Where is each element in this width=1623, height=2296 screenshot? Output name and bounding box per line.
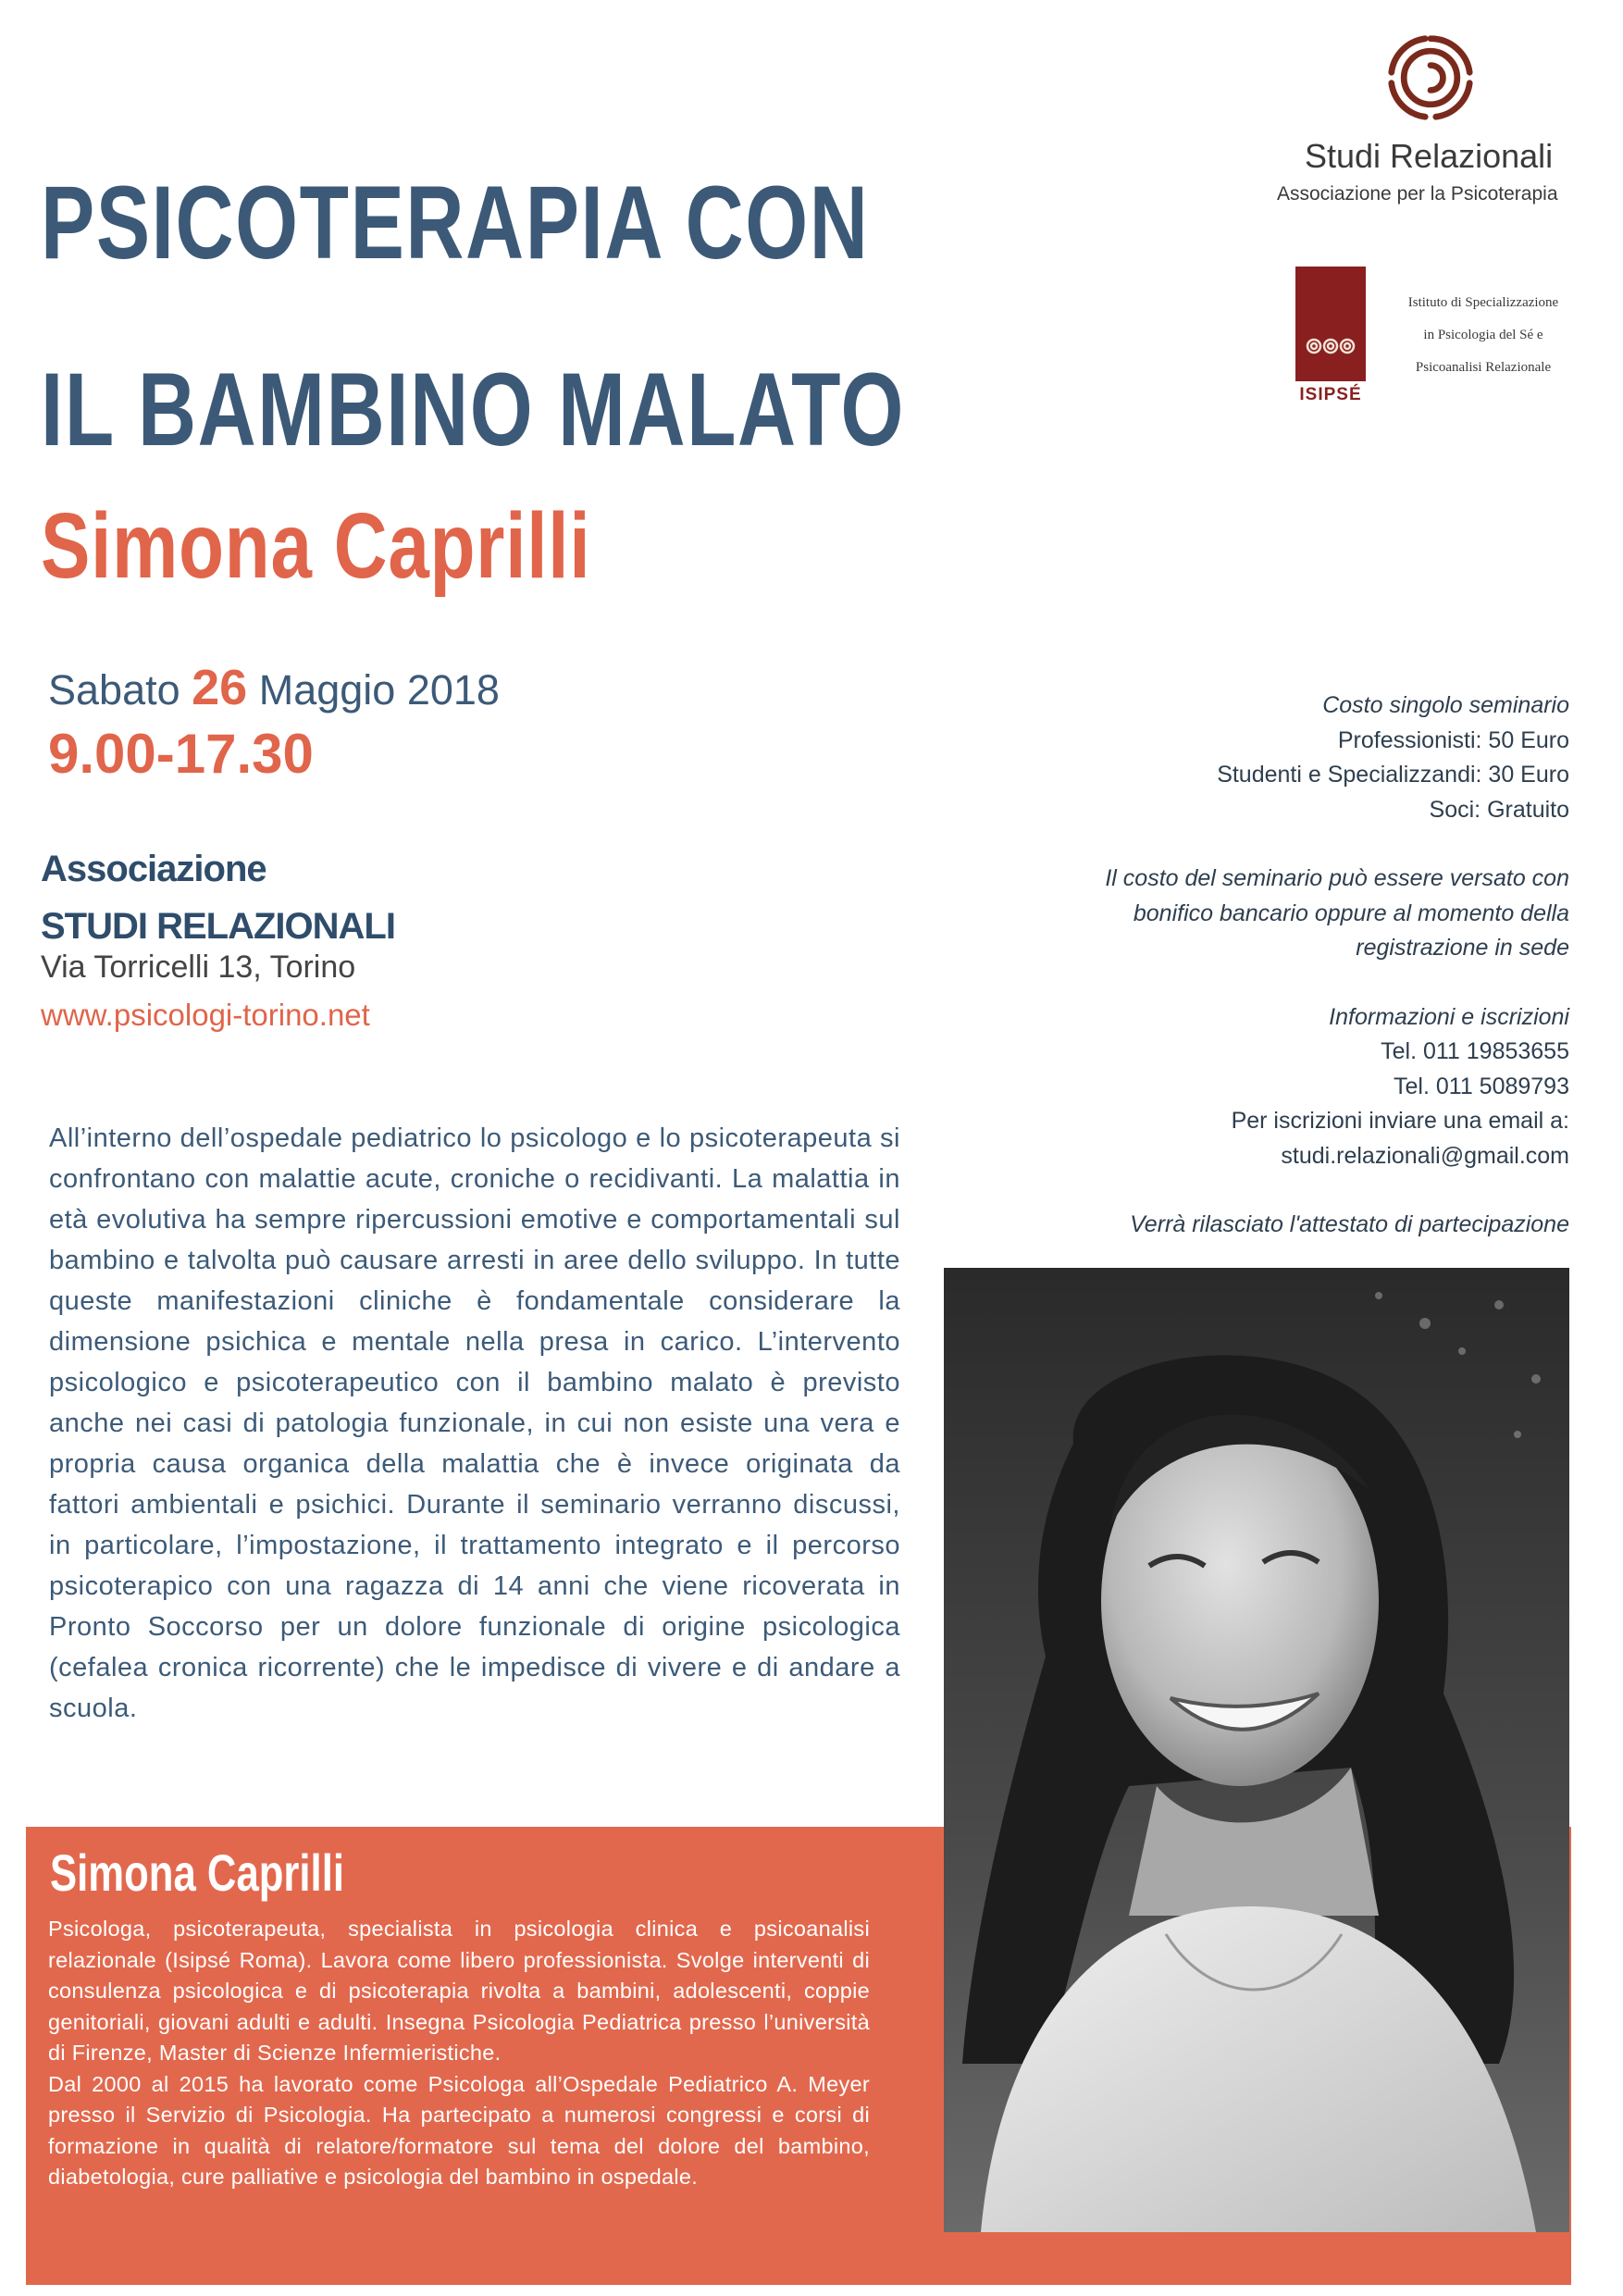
portrait-image xyxy=(944,1268,1569,2232)
payment-line: registrazione in sede xyxy=(1356,935,1569,961)
pricing-members: Soci: Gratuito xyxy=(1429,796,1569,823)
bio-paragraph: Psicologa, psicoterapeuta, specialista in psicologia clinica e psicoanalisi relazionale (Isipsé Roma). Lavora come libero professionista. Svolge interventi di consulenza psicologica e di psicoterapia rivolta a bambini, adolescenti, coppie genitoriali, giovani adulti e adulti. Insegna Psicologia Pediatrica presso l’università di Firenze, Master di Scienze Infermieristiche. xyxy=(48,1917,870,2065)
page-title xyxy=(41,130,905,503)
title-line-1: PSICOTERAPIA CON xyxy=(41,165,870,280)
spiral-ornament-icon xyxy=(1305,335,1357,357)
date-day: 26 xyxy=(192,660,248,715)
venue-address: Via Torricelli 13, Torino xyxy=(41,949,356,985)
contact-email[interactable]: studi.relazionali@gmail.com xyxy=(1281,1142,1569,1169)
info-column xyxy=(977,689,1569,1243)
isipse-desc-line: Psicoanalisi Relazionale xyxy=(1415,360,1552,375)
payment-line: Il costo del seminario può essere versato con xyxy=(1105,865,1569,891)
spiral-logo-icon xyxy=(1386,33,1475,122)
contacts-heading: Informazioni e iscrizioni xyxy=(1329,1003,1569,1030)
isipse-brand: ISIPSÉ xyxy=(1299,385,1362,404)
studi-relazionali-logo xyxy=(1277,33,1582,218)
contact-phone-1: Tel. 011 19853655 xyxy=(1381,1038,1569,1064)
pricing-professionals: Professionisti: 50 Euro xyxy=(1337,726,1569,753)
certificate-note: Verrà rilasciato l'attestato di partecipazione xyxy=(1130,1211,1569,1237)
isipse-logo xyxy=(1295,267,1592,405)
intro-paragraph: All’interno dell’ospedale pediatrico lo psicologo e lo psicoterapeuta si confrontano con malattie acute, croniche o recidivanti. La malattia in età evolutiva ha sempre ripercussioni emotive e comportamentali sul bambino e talvolta può causare arresti in aree dello sviluppo. In tutte queste manifestazioni cliniche è fondamentale considerare la dimensione psichica e mentale nella presa in carico. L’intervento psicologico e psicoterapeutico con il bambino malato è previsto anche nei casi di patologia funzionale, in cui non esiste una vera e propria causa organica della malattia che è invece originata da fattori ambientali e psichici. Durante il seminario verranno discussi, in particolare, l’impostazione, il trattamento integrato e il percorso psicoterapico con una ragazza di 14 anni che viene ricoverata in Pronto Soccorso per un dolore funzionale di origine psicologica (cefalea cronica ricorrente) che le impedisce di vivere e di andare a scuola. xyxy=(49,1123,900,1723)
studi-relazionali-tagline: Associazione per la Psicoterapia xyxy=(1277,183,1558,205)
venue-line-2: STUDI RELAZIONALI xyxy=(41,906,395,947)
website-link[interactable]: www.psicologi-torino.net xyxy=(41,998,370,1032)
bio-name: Simona Caprilli xyxy=(50,1843,344,1902)
date-month-year: Maggio 2018 xyxy=(258,666,500,714)
pricing-students: Studenti e Specializzandi: 30 Euro xyxy=(1217,762,1569,788)
contact-phone-2: Tel. 011 5089793 xyxy=(1394,1073,1569,1099)
title-line-2: IL BAMBINO MALATO xyxy=(41,352,906,467)
email-intro: Per iscrizioni inviare una email a: xyxy=(1231,1108,1569,1134)
bio-text xyxy=(48,1914,870,2193)
isipse-desc-line: Istituto di Specializzazione xyxy=(1407,295,1559,310)
pricing-heading: Costo singolo seminario xyxy=(1322,692,1569,718)
venue-name xyxy=(41,840,395,955)
isipse-description xyxy=(1375,287,1592,384)
venue-line-1: Associazione xyxy=(41,849,266,889)
speaker-name: Simona Caprilli xyxy=(41,494,591,598)
studi-relazionali-name: Studi Relazionali xyxy=(1305,137,1554,175)
date-weekday: Sabato xyxy=(48,666,180,714)
speaker-portrait-photo xyxy=(944,1268,1569,2232)
payment-line: bonifico bancario oppure al momento della xyxy=(1133,900,1569,926)
isipse-desc-line: in Psicologia del Sé e xyxy=(1423,328,1543,342)
event-time: 9.00-17.30 xyxy=(48,723,314,785)
bio-paragraph: Dal 2000 al 2015 ha lavorato come Psicologa all’Ospedale Pediatrico A. Meyer presso il Servizio di Psicologia. Ha partecipato a numerosi congressi e corsi di formazione in qualità di relatore/formatore sul tema del dolore del bambino, diabetologia, cure palliative e psicologia del bambino in ospedale. xyxy=(48,2071,870,2189)
isipse-logo-block xyxy=(1295,267,1366,381)
event-date xyxy=(48,659,500,716)
